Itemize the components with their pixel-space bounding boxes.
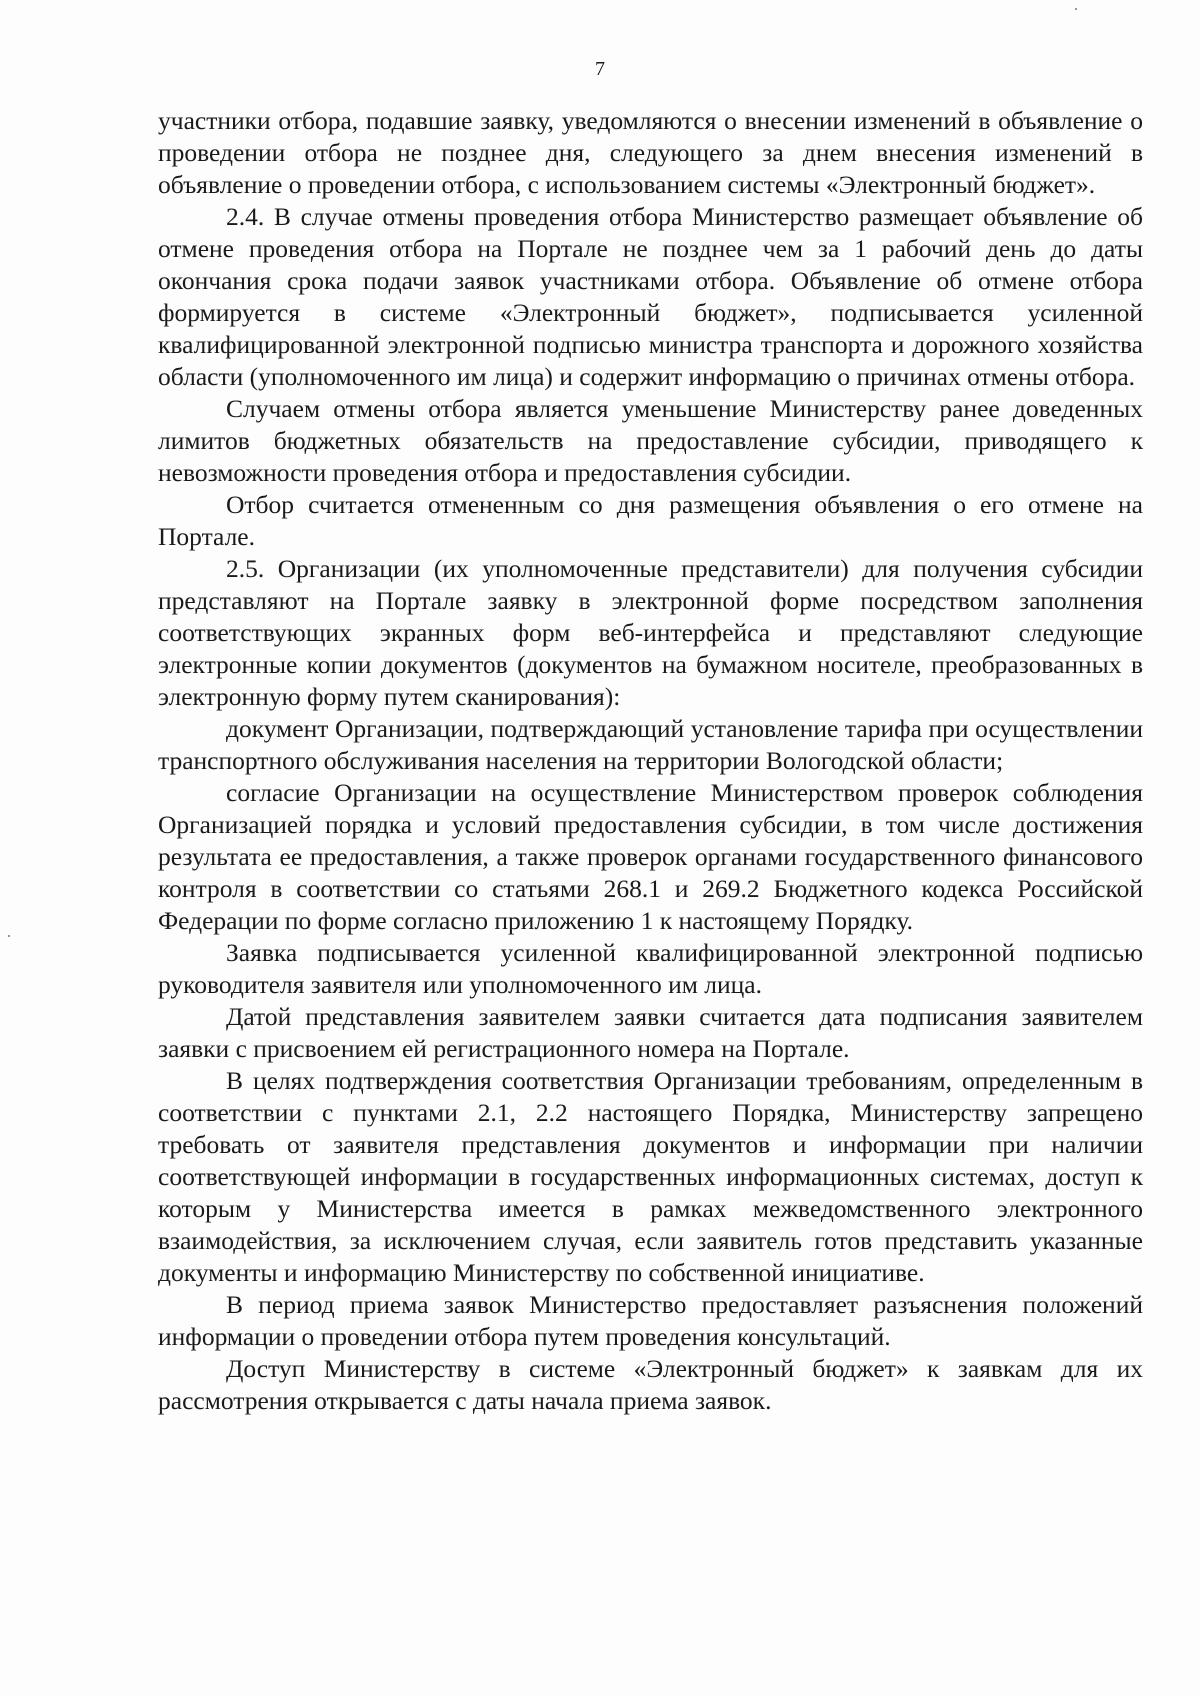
paragraph-cancellation-case: Случаем отмены отбора является уменьшение Министерству ранее доведенных лимитов бюджетных обязательств на предоставление субсидии, приводящего к невозможности проведения отбора и предоставления субсидии. bbox=[158, 394, 1143, 487]
paragraph-2-5: 2.5. Организации (их уполномоченные представители) для получения субсидии представляют на Портале заявку в электронной форме посредством заполнения соответствующих экранных форм веб-интерфейса и представляют следующие электронные копии документов (документов на бумажном носителе, преобразованных в электронную форму путем сканирования): bbox=[158, 554, 1143, 711]
paragraph-consent: согласие Организации на осуществление Министерством проверок соблюдения Организацией порядка и условий предоставления субсидии, в том числе достижения результата ее предоставления, а также проверок органами государственного финансового контроля в соответствии со статьями 268.1 и 269.2 Бюджетного кодекса Российской Федерации по форме согласно приложению 1 к настоящему Порядку. bbox=[158, 778, 1143, 935]
scan-speck bbox=[8, 935, 10, 937]
document-body bbox=[158, 105, 1143, 1417]
paragraph-confirmation: В целях подтверждения соответствия Организации требованиям, определенным в соответствии с пунктами 2.1, 2.2 настоящего Порядка, Министерству запрещено требовать от заявителя представления документов и информации при наличии соответствующей информации в государственных информационных системах, доступ к которым у Министерства имеется в рамках межведомственного электронного взаимодействия, за исключением случая, если заявитель готов представить указанные документы и информацию Министерству по собственной инициативе. bbox=[158, 1066, 1143, 1287]
paragraph-access: Доступ Министерству в системе «Электронный бюджет» к заявкам для их рассмотрения открывается с даты начала приема заявок. bbox=[158, 1354, 1143, 1415]
paragraph-2-4: 2.4. В случае отмены проведения отбора Министерство размещает объявление об отмене проведения отбора на Портале не позднее чем за 1 рабочий день до даты окончания срока подачи заявок участниками отбора. Объявление об отмене отбора формируется в системе «Электронный бюджет», подписывается усиленной квалифицированной электронной подписью министра транспорта и дорожного хозяйства области (уполномоченного им лица) и содержит информацию о причинах отмены отбора. bbox=[158, 202, 1143, 391]
page-number: 7 bbox=[595, 58, 605, 80]
paragraph-signature: Заявка подписывается усиленной квалифицированной электронной подписью руководителя заявителя или уполномоченного им лица. bbox=[158, 938, 1143, 999]
scan-speck bbox=[1075, 8, 1077, 10]
paragraph-tariff-document: документ Организации, подтверждающий установление тарифа при осуществлении транспортного обслуживания населения на территории Вологодской области; bbox=[158, 714, 1143, 775]
paragraph-submission-date: Датой представления заявителем заявки считается дата подписания заявителем заявки с присвоением ей регистрационного номера на Портале. bbox=[158, 1002, 1143, 1063]
paragraph-continuation: участники отбора, подавшие заявку, уведомляются о внесении изменений в объявление о проведении отбора не позднее дня, следующего за днем внесения изменений в объявление о проведении отбора, с использованием системы «Электронный бюджет». bbox=[158, 106, 1143, 199]
paragraph-cancellation-date: Отбор считается отмененным со дня размещения объявления о его отмене на Портале. bbox=[158, 490, 1143, 551]
paragraph-clarifications: В период приема заявок Министерство предоставляет разъяснения положений информации о проведении отбора путем проведения консультаций. bbox=[158, 1290, 1143, 1351]
